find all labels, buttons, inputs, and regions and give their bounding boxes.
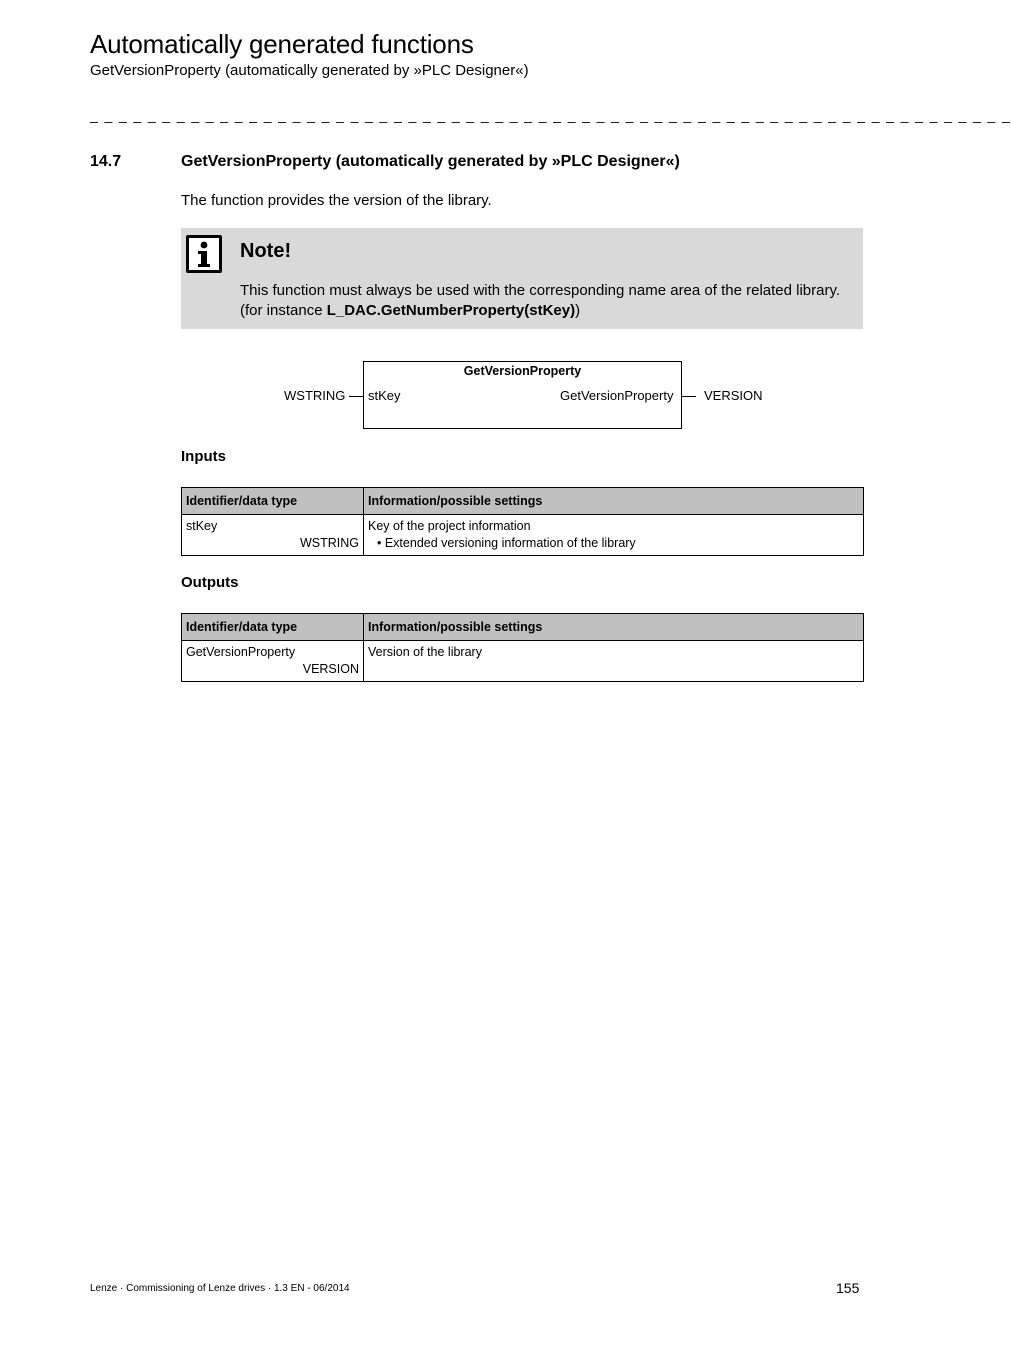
note-heading: Note! [240, 240, 292, 262]
column-header: Identifier/data type [182, 614, 364, 641]
section-number: 14.7 [90, 153, 122, 170]
column-header: Identifier/data type [182, 488, 364, 515]
info-icon [186, 235, 222, 273]
info-bullet: • Extended versioning information of the library [377, 536, 636, 550]
note-box [181, 228, 863, 329]
output-pin-label: GetVersionProperty [560, 388, 674, 403]
outputs-table [181, 613, 864, 682]
footer-text: Lenze · Commissioning of Lenze drives · 1.3 EN - 06/2014 [90, 1283, 350, 1294]
column-header: Information/possible settings [364, 614, 864, 641]
inputs-heading: Inputs [181, 448, 226, 465]
output-type-label: VERSION [704, 388, 763, 403]
table-header-row [182, 614, 864, 641]
note-body-end: ) [575, 302, 581, 319]
info-cell [364, 515, 864, 556]
info-cell [364, 641, 864, 682]
inputs-table [181, 487, 864, 556]
header-divider: _ _ _ _ _ _ _ _ _ _ _ _ _ _ _ _ _ _ _ _ _ _ _ _ _ _ _ _ _ _ _ _ _ _ _ _ _ _ _ _ _ _ _ _ _ _ _ _ _ _ _ _ _ _ _ _ _ _ _ _ _ _ _ _ [90, 107, 1011, 123]
identifier-cell [182, 515, 364, 556]
input-pin-label: stKey [368, 388, 401, 403]
note-body-text: This function must always be used with the corresponding name area of the related library. (for instance [240, 282, 841, 319]
function-block-name: GetVersionProperty [463, 364, 582, 378]
page-subtitle: GetVersionProperty (automatically generated by »PLC Designer«) [90, 62, 529, 79]
data-type: WSTRING [299, 536, 359, 550]
data-type: VERSION [302, 662, 359, 676]
intro-paragraph: The function provides the version of the library. [181, 192, 492, 209]
note-body-code: L_DAC.GetNumberProperty(stKey) [326, 302, 576, 319]
table-row [182, 641, 864, 682]
outputs-heading: Outputs [181, 574, 239, 591]
identifier: GetVersionProperty [186, 645, 296, 659]
table-header-row [182, 488, 864, 515]
identifier: stKey [186, 519, 218, 533]
output-connector-line [682, 396, 696, 397]
input-connector-line [349, 396, 363, 397]
note-body [240, 281, 850, 321]
page-title: Automatically generated functions [90, 29, 474, 59]
page-number: 155 [836, 1280, 860, 1296]
info-text: Key of the project information [368, 519, 531, 533]
column-header: Information/possible settings [364, 488, 864, 515]
section-title: GetVersionProperty (automatically generated by »PLC Designer«) [181, 153, 680, 170]
identifier-cell [182, 641, 364, 682]
table-row [182, 515, 864, 556]
input-type-label: WSTRING [284, 388, 346, 403]
info-text: Version of the library [368, 645, 482, 659]
